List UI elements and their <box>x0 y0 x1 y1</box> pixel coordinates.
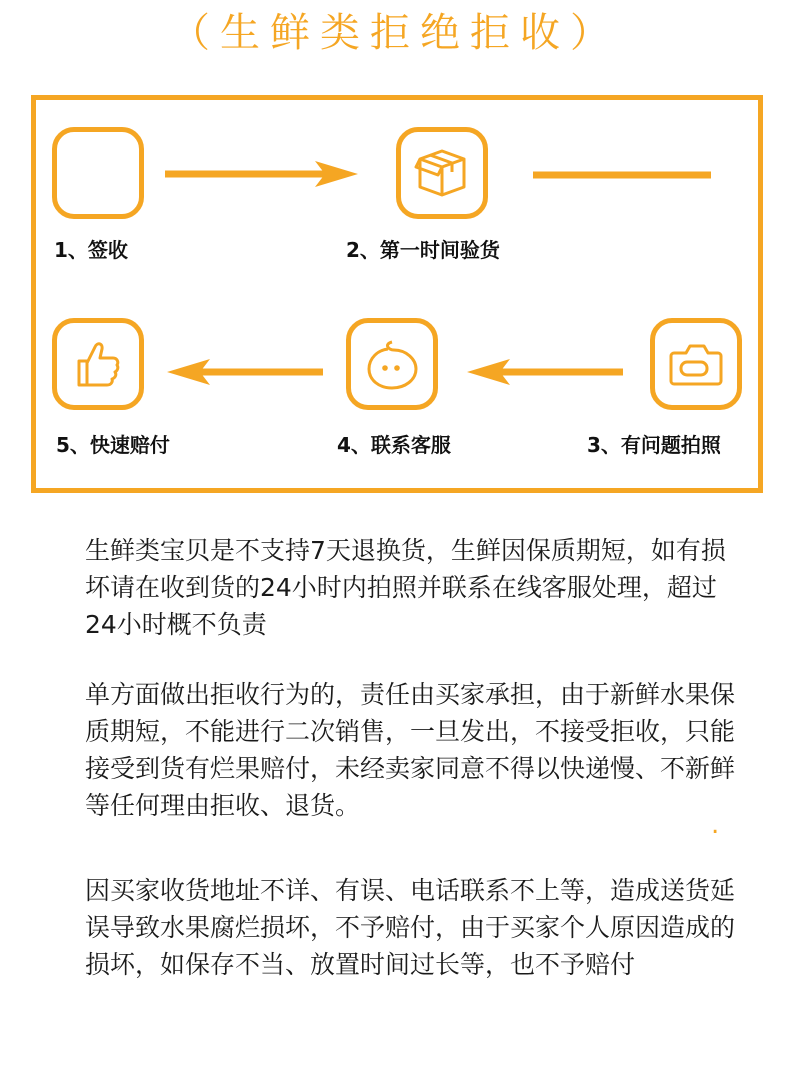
note-paragraph-2 <box>85 676 745 824</box>
decorative-dot: . <box>711 810 720 840</box>
step-2-icon-box <box>396 127 488 219</box>
step-4-icon-box <box>346 318 438 410</box>
note-paragraph-1 <box>85 532 745 643</box>
note-paragraph-3 <box>85 872 745 983</box>
thumbs-up-icon <box>73 337 123 391</box>
note-text: 单方面做出拒收行为的，责任由买家承担，由于新鲜水果保质期短，不能进行二次销售，一旦发出，不接受拒收，只能接受到货有烂果赔付，未经卖家同意不得以快递慢、不新鲜等任何理由拒收、退货。 <box>85 680 736 820</box>
connector-line <box>533 170 713 180</box>
arrow-left-icon <box>465 356 625 388</box>
step-1-icon-box <box>52 127 144 219</box>
arrow-left-icon <box>165 356 325 388</box>
step-2-label: 2、第一时间验货 <box>346 238 500 262</box>
step-5-icon-box <box>52 318 144 410</box>
step-4-label: 4、联系客服 <box>337 433 451 457</box>
step-1-label: 1、签收 <box>54 238 128 262</box>
camera-icon <box>668 339 724 389</box>
arrow-right-icon <box>165 158 360 190</box>
note-text: 生鲜类宝贝是不支持7天退换货，生鲜因保质期短，如有损坏请在收到货的24小时内拍照并联系在线客服处理，超过24小时概不负责 <box>85 536 726 639</box>
step-5-label: 5、快速赔付 <box>56 433 170 457</box>
step-3-icon-box <box>650 318 742 410</box>
page-title: （生鲜类拒绝拒收） <box>170 10 620 56</box>
box-icon <box>414 145 470 201</box>
chat-bubble-icon <box>364 336 420 392</box>
step-3-label: 3、有问题拍照 <box>587 433 721 457</box>
note-text: 因买家收货地址不详、有误、电话联系不上等，造成送货延误导致水果腐烂损坏，不予赔付，由于买家个人原因造成的损坏，如保存不当、放置时间过长等，也不予赔付 <box>85 876 736 979</box>
